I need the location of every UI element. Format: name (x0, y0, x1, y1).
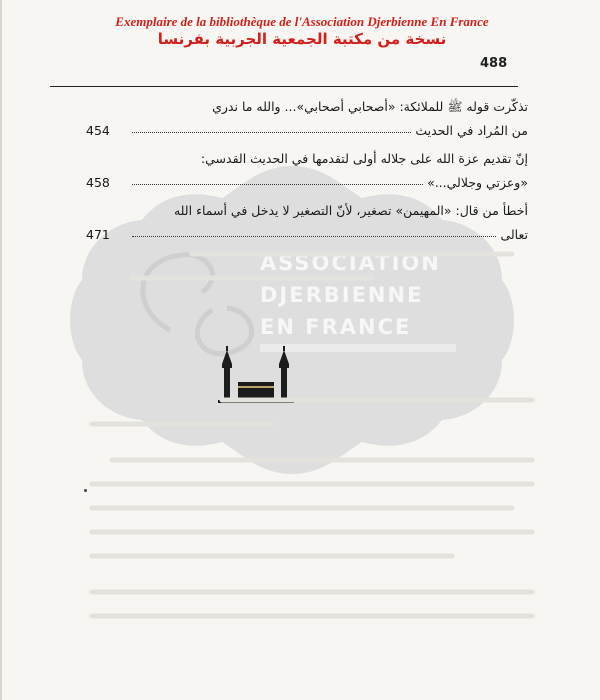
entry-page-number: 454 (86, 123, 110, 138)
index-entry (84, 200, 528, 242)
entry-last-line: «وعزتي وجلالي...» (427, 175, 528, 190)
bleed-through-texture (72, 250, 542, 650)
ink-speck (84, 489, 87, 492)
entry-text: أخطأ من قال: «المهيمن» تصغير، لأنّ التصغير لا يدخل في أسماء الله (173, 203, 528, 218)
entry-last-row (84, 169, 528, 190)
entry-page-number: 458 (86, 175, 110, 190)
library-header-fr: Exemplaire de la bibliothèque de l'Association Djerbienne En France (115, 14, 489, 29)
leader-dots (132, 236, 496, 237)
entry-text: تذكّرت قوله ﷺ للملائكة: «أصحابي أصحابي»... والله ما ندري (212, 99, 528, 114)
header-rule (50, 86, 518, 87)
leader-dots (132, 132, 411, 133)
leader-dots (132, 184, 423, 185)
entry-page-number: 471 (86, 227, 110, 242)
entry-last-row (84, 221, 528, 242)
watermark-line2: DJERBIENNE (260, 283, 424, 307)
page-number: 488 (480, 56, 508, 71)
watermark-line3: EN FRANCE (260, 315, 412, 339)
entry-last-line: من المُراد في الحديث (415, 123, 528, 138)
library-header-ar: نسخة من مكتبة الجمعية الجربية بفرنسا (157, 30, 447, 48)
watermark-line1: ASSOCIATION (260, 251, 441, 275)
index-entry (84, 148, 528, 190)
entry-last-row (84, 117, 528, 138)
index-entry (84, 96, 528, 138)
index-entries (84, 96, 528, 252)
entry-last-line: تعالى (500, 227, 528, 242)
entry-text: إنّ تقديم عزة الله على جلاله أولى لتقدمها في الحديث القدسي: (200, 151, 528, 166)
